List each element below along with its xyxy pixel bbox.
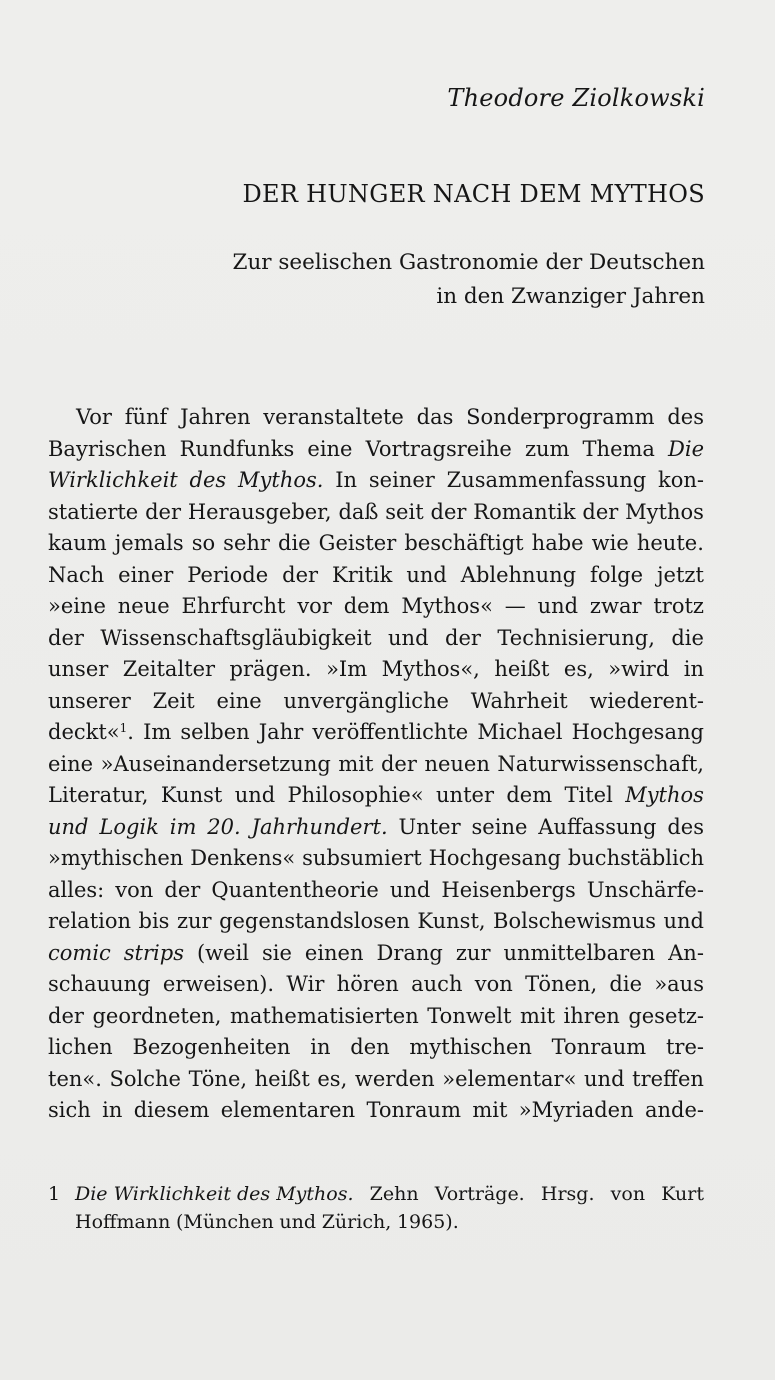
word: Literatur, <box>48 783 149 807</box>
word: Ehrfurcht <box>181 594 286 618</box>
word: alles: <box>48 877 105 902</box>
footnote-reference: 1 <box>119 721 128 735</box>
word: veröffentlichte <box>312 720 469 744</box>
body-line <box>48 749 704 781</box>
word: heißt <box>494 657 550 681</box>
body-line <box>48 654 704 686</box>
word: Kunst <box>160 783 223 807</box>
body-text <box>48 402 704 1127</box>
body-line <box>48 1064 704 1096</box>
footnote-word: Kurt <box>661 1183 704 1205</box>
word: elementaren <box>220 1098 356 1122</box>
word: Drang <box>376 940 443 965</box>
word: und <box>663 909 704 933</box>
body-line <box>48 465 704 497</box>
word: und <box>584 1066 625 1091</box>
word: An- <box>668 940 704 965</box>
word: zum <box>524 436 570 461</box>
word: treffen <box>632 1066 704 1091</box>
word: Auffassung <box>538 814 657 839</box>
word: Hochgesang <box>571 720 704 744</box>
word: Mythos <box>625 499 704 524</box>
word: hören <box>336 972 399 996</box>
word: Die <box>668 436 704 461</box>
word: (weil <box>196 940 249 965</box>
footnote-word: Zehn <box>369 1183 419 1205</box>
word: relation <box>48 909 132 933</box>
word: die <box>609 972 643 996</box>
word: »mythischen <box>48 846 184 870</box>
word: subsumiert <box>302 846 422 870</box>
word: Wahrheit <box>470 688 568 713</box>
word: in <box>683 657 704 681</box>
word: neuen <box>424 751 490 776</box>
footnote-word: Hrsg. <box>540 1183 595 1205</box>
word: comic <box>48 940 111 965</box>
word: der <box>164 877 201 902</box>
word: im <box>169 814 197 839</box>
word: Titel <box>564 783 613 807</box>
word: und <box>388 625 429 650</box>
body-line <box>48 434 704 466</box>
word: deckt«$^1$. <box>48 720 134 744</box>
word: »Myriaden <box>518 1098 634 1122</box>
word: Denkens« <box>190 846 296 870</box>
word: Unschärfe- <box>586 877 704 902</box>
word: von <box>115 877 154 902</box>
word: eine <box>307 436 353 461</box>
word: trotz <box>653 594 704 618</box>
body-line <box>48 623 704 655</box>
footnote-word: Vorträge. <box>434 1183 525 1205</box>
word: mathematisierten <box>230 1003 419 1028</box>
word: der <box>380 751 417 776</box>
word: »Im <box>326 657 368 681</box>
word: gesetz- <box>628 1003 704 1028</box>
word: Hochgesang <box>428 846 561 870</box>
word: Geister <box>318 531 397 555</box>
word: Periode <box>187 562 269 587</box>
word: der <box>48 625 84 650</box>
word: seiner <box>368 468 435 492</box>
word: der <box>282 562 319 587</box>
word: die <box>671 625 704 650</box>
word: seit <box>385 499 424 524</box>
word: Tonraum <box>551 1035 647 1059</box>
word: dem <box>343 594 390 618</box>
word: Unter <box>398 814 461 839</box>
word: bis <box>138 909 170 933</box>
footnote-word: Hoffmann <box>75 1211 171 1233</box>
word: »elementar« <box>442 1066 577 1091</box>
word: »aus <box>654 972 704 996</box>
word: Logik <box>99 814 159 839</box>
word: Sonderprogramm <box>466 405 655 429</box>
word: Nach <box>48 562 105 587</box>
word: fünf <box>124 405 168 429</box>
word: in <box>102 1098 123 1122</box>
body-line <box>48 780 704 812</box>
word: zur <box>176 909 212 933</box>
word: Kunst, <box>417 909 486 933</box>
word: Philosophie« <box>287 783 424 807</box>
word: mit <box>338 751 374 776</box>
word: Rundfunks <box>179 436 295 461</box>
body-line <box>48 843 704 875</box>
body-line <box>48 497 704 529</box>
subtitle-line: Zur seelischen Gastronomie der Deutschen <box>232 250 705 275</box>
word: 20. <box>207 814 241 839</box>
body-line <box>48 906 704 938</box>
word: Technisierung, <box>497 625 655 650</box>
word: Mythos <box>625 783 704 807</box>
word: Naturwissenschaft, <box>497 751 704 776</box>
word: beschäftigt <box>404 531 524 555</box>
word: Tonraum <box>366 1098 461 1122</box>
word: unvergängliche <box>283 688 449 713</box>
word: gegenstandslosen <box>219 909 410 933</box>
author-name: Theodore Ziolkowski <box>447 84 705 112</box>
word: Tönen, <box>525 972 598 996</box>
word: Heisenbergs <box>441 877 576 902</box>
word: zur <box>455 940 491 965</box>
word: Mythos« <box>401 594 493 618</box>
word: Vortragsreihe <box>365 436 512 461</box>
chapter-title: DER HUNGER NACH DEM MYTHOS <box>242 180 705 208</box>
word: unser <box>48 657 109 681</box>
body-line <box>48 812 704 844</box>
body-line <box>48 938 704 970</box>
footnote-word: und <box>279 1211 317 1233</box>
word: zwar <box>589 594 642 618</box>
word: habe <box>531 531 584 555</box>
word: wiederent- <box>589 688 704 713</box>
word: des <box>667 405 704 429</box>
word: jemals <box>114 531 184 555</box>
body-line <box>48 591 704 623</box>
body-line <box>48 402 704 434</box>
footnote-word: von <box>610 1183 646 1205</box>
word: des <box>189 468 227 492</box>
word: unserer <box>48 688 131 713</box>
word: der <box>582 499 619 524</box>
word: es, <box>563 657 594 681</box>
footnote-word: (München <box>176 1211 274 1233</box>
word: Jahrhundert. <box>251 814 388 839</box>
word: Solche <box>109 1066 181 1091</box>
body-line <box>48 717 704 749</box>
footnote-line <box>48 1180 704 1208</box>
subtitle-line: in den Zwanziger Jahren <box>436 284 705 309</box>
word: veranstaltete <box>263 405 404 429</box>
word: einer <box>118 562 174 587</box>
word: unmittelbaren <box>503 940 656 965</box>
word: Zeitalter <box>122 657 216 681</box>
word: folge <box>590 562 644 587</box>
word: Kritik <box>332 562 393 587</box>
word: von <box>474 972 513 996</box>
word: die <box>278 531 311 555</box>
word: »eine <box>48 594 106 618</box>
word: seine <box>471 814 528 839</box>
word: Mythos«, <box>381 657 480 681</box>
word: Bezogenheiten <box>132 1035 291 1059</box>
word: lichen <box>48 1035 113 1059</box>
word: der <box>430 499 467 524</box>
body-line <box>48 969 704 1001</box>
word: geordneten, <box>92 1003 222 1028</box>
word: heißt <box>254 1066 310 1091</box>
word: so <box>191 531 216 555</box>
word: und <box>389 877 431 902</box>
word: Bayrischen <box>48 436 167 461</box>
word: sich <box>48 1098 91 1122</box>
word: buchstäblich <box>567 846 704 870</box>
word: und <box>406 562 447 587</box>
word: des <box>667 814 704 839</box>
word: Zeit <box>152 688 195 713</box>
word: einen <box>304 940 364 965</box>
word: Tonwelt <box>427 1003 512 1028</box>
body-line <box>48 1095 704 1127</box>
word: dem <box>506 783 553 807</box>
word: Töne, <box>188 1066 248 1091</box>
body-line <box>48 686 704 718</box>
word: Im <box>143 720 172 744</box>
word: strips <box>123 940 184 965</box>
word: und <box>234 783 276 807</box>
word: Michael <box>477 720 563 744</box>
word: prägen. <box>229 657 312 681</box>
word: das <box>416 405 454 429</box>
word: ten«. <box>48 1066 102 1091</box>
word: Jahr <box>258 720 304 744</box>
word: den <box>350 1035 390 1059</box>
word: In <box>335 468 358 492</box>
word: statierte <box>48 499 139 524</box>
word: Herausgeber, <box>187 499 332 524</box>
body-line <box>48 1032 704 1064</box>
word: eine <box>48 751 94 776</box>
word: Jahren <box>180 405 251 429</box>
word: und <box>537 594 579 618</box>
footnote-number: 1 <box>48 1183 61 1205</box>
body-line <box>48 1001 704 1033</box>
word: selben <box>180 720 250 744</box>
footnote-word: Zürich, <box>321 1211 392 1233</box>
word: Mythos. <box>238 468 324 492</box>
word: auch <box>411 972 463 996</box>
body-line <box>48 528 704 560</box>
word: Wirklichkeit <box>48 468 178 492</box>
footnote-line <box>48 1208 704 1236</box>
word: neue <box>117 594 170 618</box>
word: erweisen). <box>162 972 275 996</box>
word: der <box>48 1003 84 1028</box>
word: jetzt <box>657 562 704 587</box>
footnote-text <box>75 1180 704 1208</box>
word: Wissenschaftsgläubigkeit <box>100 625 372 650</box>
word: Ablehnung <box>460 562 577 587</box>
word: »wird <box>608 657 670 681</box>
word: unter <box>436 783 494 807</box>
word: Romantik <box>473 499 576 524</box>
footnote-word: Die Wirklichkeit des Mythos. <box>75 1183 354 1205</box>
chapter-subtitle <box>233 246 706 314</box>
word: vor <box>297 594 332 618</box>
word: sehr <box>223 531 270 555</box>
word: sie <box>261 940 292 965</box>
word: ihren <box>563 1003 620 1028</box>
word: wie <box>591 531 629 555</box>
word: — <box>504 594 526 618</box>
footnote-word: 1965). <box>396 1211 459 1233</box>
word: werden <box>354 1066 435 1091</box>
word: mit <box>472 1098 508 1122</box>
word: mythischen <box>409 1035 532 1059</box>
word: »Auseinandersetzung <box>100 751 331 776</box>
word: Quantentheorie <box>211 877 379 902</box>
word: Bolschewismus <box>493 909 657 933</box>
word: der <box>145 499 181 524</box>
body-line <box>48 875 704 907</box>
word: ande- <box>644 1098 704 1122</box>
word: in <box>310 1035 331 1059</box>
word: Vor <box>76 405 112 429</box>
word: mit <box>519 1003 556 1028</box>
word: Zusammenfassung <box>446 468 647 492</box>
word: daß <box>338 499 379 524</box>
word: Wir <box>286 972 325 996</box>
word: eine <box>216 688 262 713</box>
word: tre- <box>665 1035 704 1059</box>
footnote <box>48 1180 704 1236</box>
word: der <box>445 625 481 650</box>
word: Thema <box>582 436 655 461</box>
word: kaum <box>48 531 107 555</box>
word: kon- <box>657 468 704 492</box>
word: diesem <box>133 1098 210 1122</box>
word: es, <box>317 1066 348 1091</box>
word: und <box>48 814 89 839</box>
word: schauung <box>48 972 151 996</box>
word: heute. <box>636 531 704 555</box>
body-line <box>48 560 704 592</box>
